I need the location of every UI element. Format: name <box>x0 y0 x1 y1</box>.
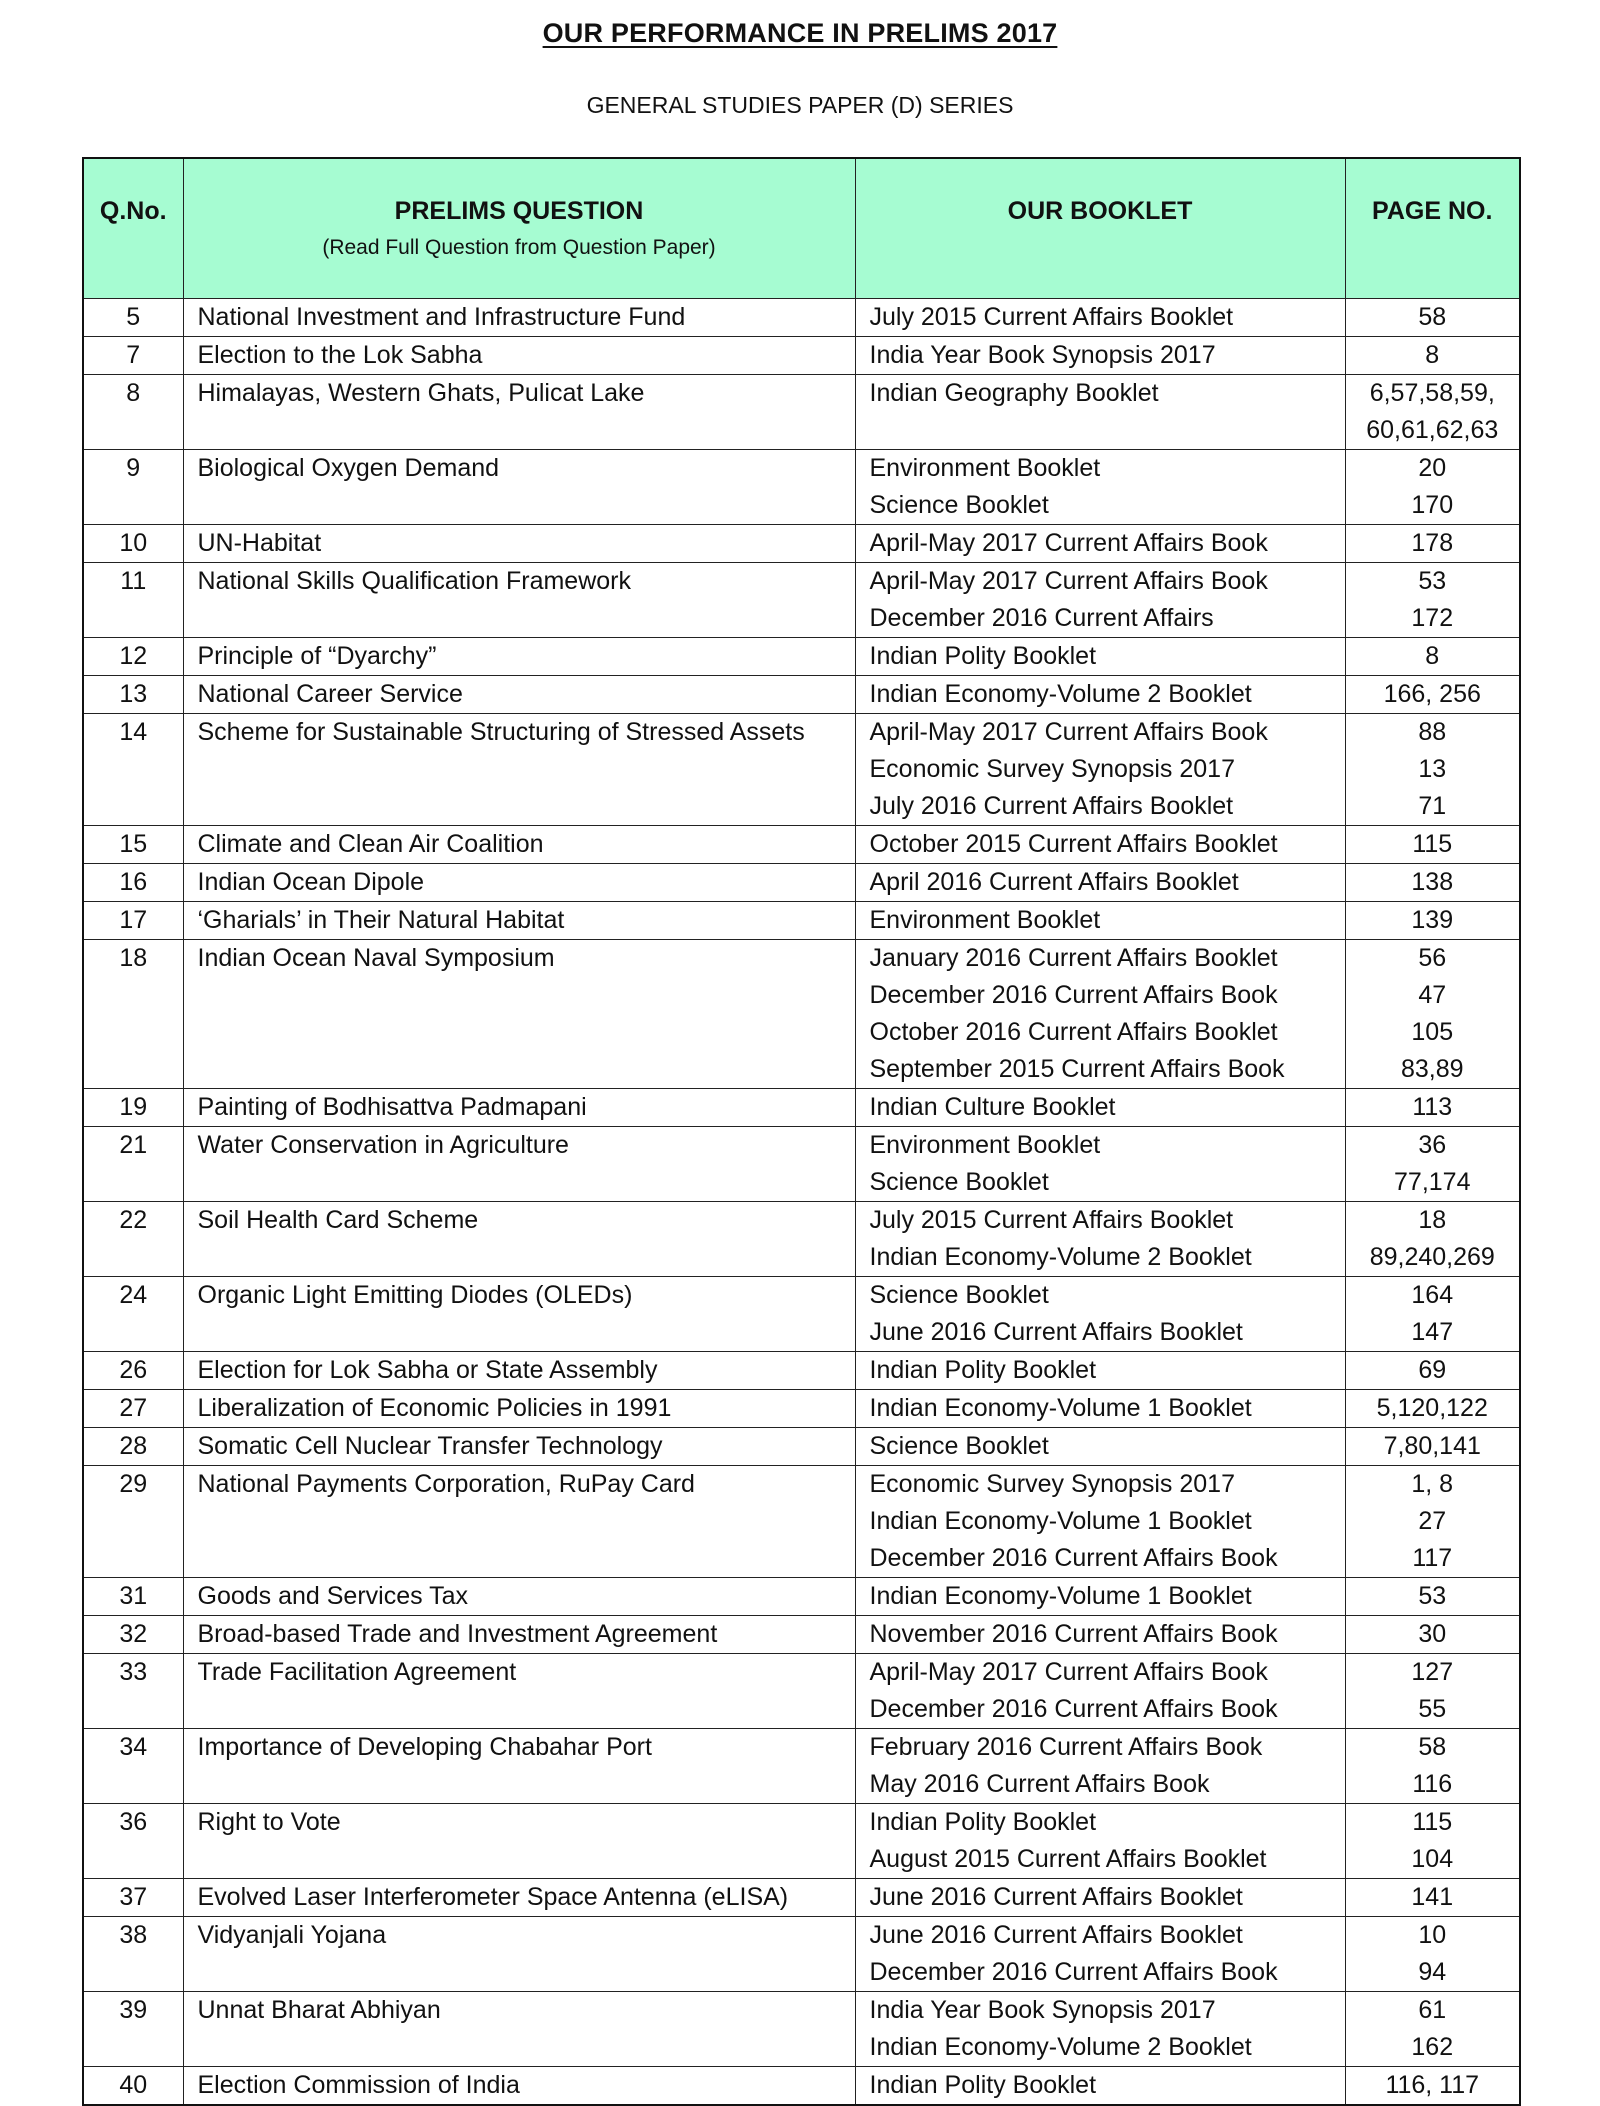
question-text: Importance of Developing Chabahar Port <box>183 1729 855 1804</box>
booklet-name: July 2015 Current Affairs Booklet <box>869 303 1234 331</box>
page-number: 113 <box>1412 1093 1453 1121</box>
page-cell <box>1345 638 1520 676</box>
page-cell <box>1345 1202 1520 1277</box>
page-number: 6,57,58,59, <box>1369 379 1495 407</box>
page-number: 164 <box>1411 1281 1454 1309</box>
page-number: 58 <box>1418 1733 1447 1761</box>
table-row <box>83 676 1520 714</box>
question-number: 7 <box>83 337 183 375</box>
booklet-name <box>870 412 1345 449</box>
question-number: 19 <box>83 1089 183 1127</box>
booklet-name: Science Booklet <box>869 491 1049 519</box>
page-number: 115 <box>1412 1808 1453 1836</box>
question-number: 5 <box>83 299 183 337</box>
question-number: 9 <box>83 450 183 525</box>
question-number: 15 <box>83 826 183 864</box>
booklet-name: August 2015 Current Affairs Booklet <box>869 1845 1267 1873</box>
page-number: 27 <box>1418 1507 1447 1535</box>
question-number: 29 <box>83 1466 183 1578</box>
question-text: Painting of Bodhisattva Padmapani <box>183 1089 855 1127</box>
page-cell <box>1345 525 1520 563</box>
question-text: Somatic Cell Nuclear Transfer Technology <box>183 1428 855 1466</box>
table-row <box>83 1879 1520 1917</box>
table-row <box>83 1352 1520 1390</box>
page-number: 117 <box>1412 1544 1453 1572</box>
table-row <box>83 1578 1520 1616</box>
booklet-name: Indian Economy-Volume 1 Booklet <box>869 1394 1252 1422</box>
page-cell <box>1345 1616 1520 1654</box>
booklet-cell <box>855 525 1345 563</box>
booklet-cell <box>855 1390 1345 1428</box>
page-number: 105 <box>1411 1018 1454 1046</box>
booklet-cell <box>855 676 1345 714</box>
booklet-cell <box>855 1202 1345 1277</box>
table-row <box>83 1654 1520 1729</box>
page-number: 116, 117 <box>1385 2071 1480 2099</box>
table-row <box>83 450 1520 525</box>
page-cell <box>1345 1352 1520 1390</box>
table-row <box>83 1390 1520 1428</box>
question-text: Indian Ocean Naval Symposium <box>183 940 855 1089</box>
page-number: 178 <box>1411 529 1454 557</box>
page-cell <box>1345 1654 1520 1729</box>
question-text: Water Conservation in Agriculture <box>183 1127 855 1202</box>
page-number: 36 <box>1418 1131 1447 1159</box>
question-number: 10 <box>83 525 183 563</box>
page-number: 20 <box>1418 454 1447 482</box>
table-row <box>83 1202 1520 1277</box>
question-number: 12 <box>83 638 183 676</box>
page-number: 30 <box>1418 1620 1447 1648</box>
booklet-cell <box>855 299 1345 337</box>
page-cell <box>1345 1089 1520 1127</box>
header-question-note: (Read Full Question from Question Paper) <box>322 236 716 259</box>
booklet-name: September 2015 Current Affairs Book <box>869 1055 1285 1083</box>
page-number: 147 <box>1411 1318 1454 1346</box>
page-cell <box>1345 864 1520 902</box>
table-row <box>83 375 1520 450</box>
table-row <box>83 902 1520 940</box>
question-text: UN-Habitat <box>183 525 855 563</box>
question-number: 17 <box>83 902 183 940</box>
question-text: Principle of “Dyarchy” <box>183 638 855 676</box>
question-text: Biological Oxygen Demand <box>183 450 855 525</box>
page-cell <box>1345 375 1520 450</box>
question-text: Organic Light Emitting Diodes (OLEDs) <box>183 1277 855 1352</box>
page-number: 56 <box>1418 944 1447 972</box>
question-text: Climate and Clean Air Coalition <box>183 826 855 864</box>
booklet-cell <box>855 902 1345 940</box>
table-row <box>83 563 1520 638</box>
question-text: National Career Service <box>183 676 855 714</box>
question-text: National Investment and Infrastructure Fund <box>183 299 855 337</box>
booklet-cell <box>855 1616 1345 1654</box>
booklet-cell <box>855 1729 1345 1804</box>
question-number: 38 <box>83 1917 183 1992</box>
page-cell <box>1345 1127 1520 1202</box>
table-row <box>83 638 1520 676</box>
booklet-name: Indian Culture Booklet <box>869 1093 1116 1121</box>
question-text: Trade Facilitation Agreement <box>183 1654 855 1729</box>
page-cell <box>1345 563 1520 638</box>
page-number: 8 <box>1425 341 1440 369</box>
page-cell <box>1345 1917 1520 1992</box>
booklet-name: April-May 2017 Current Affairs Book <box>869 567 1268 595</box>
booklet-cell <box>855 826 1345 864</box>
table-row <box>83 864 1520 902</box>
booklet-cell <box>855 1089 1345 1127</box>
booklet-name: Indian Polity Booklet <box>869 1808 1097 1836</box>
table-row <box>83 1992 1520 2067</box>
booklet-name: Indian Economy-Volume 1 Booklet <box>869 1507 1252 1535</box>
page-number: 53 <box>1418 1582 1447 1610</box>
page-number: 115 <box>1412 830 1453 858</box>
table-row <box>83 1466 1520 1578</box>
booklet-cell <box>855 1466 1345 1578</box>
booklet-name: Indian Polity Booklet <box>869 2071 1097 2099</box>
booklet-name: December 2016 Current Affairs Book <box>869 981 1278 1009</box>
page-number: 5,120,122 <box>1376 1394 1488 1422</box>
question-number: 22 <box>83 1202 183 1277</box>
page-cell <box>1345 1390 1520 1428</box>
booklet-name: January 2016 Current Affairs Booklet <box>869 944 1278 972</box>
booklet-cell <box>855 1127 1345 1202</box>
page-cell <box>1345 1879 1520 1917</box>
table-row <box>83 940 1520 1089</box>
booklet-name: April-May 2017 Current Affairs Book <box>869 529 1268 557</box>
booklet-name: Environment Booklet <box>869 1131 1101 1159</box>
question-text: Unnat Bharat Abhiyan <box>183 1992 855 2067</box>
page-cell <box>1345 1729 1520 1804</box>
question-text: Himalayas, Western Ghats, Pulicat Lake <box>183 375 855 450</box>
table-body <box>83 299 1520 2106</box>
header-qno: Q.No. <box>83 158 183 299</box>
table-row <box>83 1428 1520 1466</box>
question-number: 14 <box>83 714 183 826</box>
question-number: 18 <box>83 940 183 1089</box>
page-cell <box>1345 676 1520 714</box>
booklet-cell <box>855 864 1345 902</box>
page-number: 55 <box>1418 1695 1447 1723</box>
header-question: PRELIMS QUESTION (Read Full Question from Question Paper) <box>183 158 855 299</box>
page-number: 69 <box>1418 1356 1447 1384</box>
page-cell <box>1345 1578 1520 1616</box>
page-cell <box>1345 299 1520 337</box>
booklet-name: Indian Economy-Volume 2 Booklet <box>869 1243 1252 1271</box>
question-text: Right to Vote <box>183 1804 855 1879</box>
booklet-name: Indian Economy-Volume 2 Booklet <box>869 680 1252 708</box>
booklet-name: India Year Book Synopsis 2017 <box>869 1996 1216 2024</box>
page-cell <box>1345 450 1520 525</box>
table-row <box>83 525 1520 563</box>
page-number: 139 <box>1411 906 1454 934</box>
page-number: 8 <box>1425 642 1440 670</box>
question-number: 16 <box>83 864 183 902</box>
page-cell <box>1345 902 1520 940</box>
booklet-name: February 2016 Current Affairs Book <box>869 1733 1263 1761</box>
header-booklet: OUR BOOKLET <box>855 158 1345 299</box>
page-cell <box>1345 1466 1520 1578</box>
page-cell <box>1345 1428 1520 1466</box>
booklet-cell <box>855 1992 1345 2067</box>
booklet-name: April-May 2017 Current Affairs Book <box>869 1658 1268 1686</box>
page-number: 58 <box>1418 303 1447 331</box>
question-number: 24 <box>83 1277 183 1352</box>
page-number: 141 <box>1411 1883 1454 1911</box>
table-header-row <box>83 158 1520 299</box>
table-row <box>83 1917 1520 1992</box>
page-cell <box>1345 826 1520 864</box>
booklet-cell <box>855 2067 1345 2106</box>
page-number: 77,174 <box>1394 1168 1471 1196</box>
booklet-name: May 2016 Current Affairs Book <box>869 1770 1210 1798</box>
table-row <box>83 299 1520 337</box>
page-number: 13 <box>1418 755 1447 783</box>
page-number: 7,80,141 <box>1383 1432 1481 1460</box>
page-cell <box>1345 1277 1520 1352</box>
table-row <box>83 1804 1520 1879</box>
header-page: PAGE NO. <box>1345 158 1520 299</box>
page-number: 10 <box>1418 1921 1447 1949</box>
question-number: 39 <box>83 1992 183 2067</box>
question-text: National Skills Qualification Framework <box>183 563 855 638</box>
page-number: 166, 256 <box>1383 680 1481 708</box>
page-number: 61 <box>1418 1996 1447 2024</box>
booklet-cell <box>855 714 1345 826</box>
booklet-name: December 2016 Current Affairs Book <box>869 1958 1278 1986</box>
page-number: 170 <box>1411 491 1454 519</box>
booklet-cell <box>855 1804 1345 1879</box>
question-number: 27 <box>83 1390 183 1428</box>
page-number: 1, 8 <box>1411 1470 1454 1498</box>
booklet-name: November 2016 Current Affairs Book <box>869 1620 1278 1648</box>
table-row <box>83 826 1520 864</box>
booklet-cell <box>855 450 1345 525</box>
question-number: 21 <box>83 1127 183 1202</box>
booklet-name: October 2015 Current Affairs Booklet <box>869 830 1278 858</box>
table-row <box>83 337 1520 375</box>
booklet-name: April 2016 Current Affairs Booklet <box>869 868 1239 896</box>
page-number: 162 <box>1411 2033 1454 2061</box>
page-subtitle: GENERAL STUDIES PAPER (D) SERIES <box>586 92 1014 118</box>
question-number: 31 <box>83 1578 183 1616</box>
booklet-cell <box>855 940 1345 1089</box>
table-row <box>83 2067 1520 2106</box>
booklet-name: Indian Geography Booklet <box>869 379 1159 407</box>
page-number: 127 <box>1411 1658 1454 1686</box>
question-number: 37 <box>83 1879 183 1917</box>
question-number: 28 <box>83 1428 183 1466</box>
booklet-name: July 2015 Current Affairs Booklet <box>869 1206 1234 1234</box>
performance-table <box>82 157 1521 2106</box>
question-text: Evolved Laser Interferometer Space Antenna (eLISA) <box>183 1879 855 1917</box>
page-number: 172 <box>1411 604 1454 632</box>
booklet-cell <box>855 337 1345 375</box>
question-text: Liberalization of Economic Policies in 1991 <box>183 1390 855 1428</box>
booklet-name: July 2016 Current Affairs Booklet <box>869 792 1234 820</box>
booklet-cell <box>855 1879 1345 1917</box>
booklet-name: Science Booklet <box>869 1168 1049 1196</box>
page-number: 116 <box>1412 1770 1453 1798</box>
booklet-name: Indian Polity Booklet <box>869 642 1097 670</box>
booklet-name: Science Booklet <box>869 1432 1049 1460</box>
page-number: 138 <box>1411 868 1454 896</box>
booklet-cell <box>855 1352 1345 1390</box>
page-number: 18 <box>1418 1206 1447 1234</box>
booklet-name: Environment Booklet <box>869 906 1101 934</box>
booklet-name: Environment Booklet <box>869 454 1101 482</box>
question-text: Goods and Services Tax <box>183 1578 855 1616</box>
question-number: 33 <box>83 1654 183 1729</box>
question-number: 32 <box>83 1616 183 1654</box>
booklet-cell <box>855 1277 1345 1352</box>
booklet-name: June 2016 Current Affairs Booklet <box>869 1318 1243 1346</box>
page-number: 83,89 <box>1400 1055 1464 1083</box>
page-cell <box>1345 1804 1520 1879</box>
page-cell <box>1345 1992 1520 2067</box>
table-row <box>83 1127 1520 1202</box>
table-row <box>83 1729 1520 1804</box>
question-number: 34 <box>83 1729 183 1804</box>
booklet-name: India Year Book Synopsis 2017 <box>869 341 1216 369</box>
page-number: 71 <box>1418 792 1447 820</box>
question-text: Soil Health Card Scheme <box>183 1202 855 1277</box>
booklet-cell <box>855 1917 1345 1992</box>
page-title: OUR PERFORMANCE IN PRELIMS 2017 <box>542 18 1058 48</box>
booklet-name: Indian Economy-Volume 2 Booklet <box>869 2033 1252 2061</box>
question-number: 36 <box>83 1804 183 1879</box>
question-number: 40 <box>83 2067 183 2106</box>
booklet-name: June 2016 Current Affairs Booklet <box>869 1883 1243 1911</box>
question-text: Election Commission of India <box>183 2067 855 2106</box>
question-text: Indian Ocean Dipole <box>183 864 855 902</box>
question-number: 26 <box>83 1352 183 1390</box>
table-row <box>83 1277 1520 1352</box>
question-number: 8 <box>83 375 183 450</box>
question-text: National Payments Corporation, RuPay Card <box>183 1466 855 1578</box>
page-number: 88 <box>1418 718 1447 746</box>
page-cell <box>1345 714 1520 826</box>
page-cell <box>1345 337 1520 375</box>
question-text: Scheme for Sustainable Structuring of Stressed Assets <box>183 714 855 826</box>
question-number: 13 <box>83 676 183 714</box>
question-text: Vidyanjali Yojana <box>183 1917 855 1992</box>
booklet-name: Science Booklet <box>869 1281 1049 1309</box>
question-text: Election for Lok Sabha or State Assembly <box>183 1352 855 1390</box>
booklet-name: Indian Economy-Volume 1 Booklet <box>869 1582 1252 1610</box>
booklet-cell <box>855 638 1345 676</box>
booklet-cell <box>855 375 1345 450</box>
page-number: 53 <box>1418 567 1447 595</box>
booklet-name: December 2016 Current Affairs Book <box>869 1695 1278 1723</box>
page-cell <box>1345 2067 1520 2106</box>
booklet-name: Indian Polity Booklet <box>869 1356 1097 1384</box>
page-number: 60,61,62,63 <box>1366 416 1499 444</box>
page-number: 94 <box>1418 1958 1447 1986</box>
booklet-name: Economic Survey Synopsis 2017 <box>869 755 1235 783</box>
page-number: 104 <box>1411 1845 1454 1873</box>
booklet-cell <box>855 1578 1345 1616</box>
booklet-name: October 2016 Current Affairs Booklet <box>869 1018 1278 1046</box>
table-row <box>83 714 1520 826</box>
question-number: 11 <box>83 563 183 638</box>
page-number: 89,240,269 <box>1369 1243 1495 1271</box>
question-text: ‘Gharials’ in Their Natural Habitat <box>183 902 855 940</box>
booklet-name: Economic Survey Synopsis 2017 <box>869 1470 1235 1498</box>
booklet-name: April-May 2017 Current Affairs Book <box>869 718 1268 746</box>
booklet-cell <box>855 1654 1345 1729</box>
question-text: Broad-based Trade and Investment Agreement <box>183 1616 855 1654</box>
table-row <box>83 1616 1520 1654</box>
question-text: Election to the Lok Sabha <box>183 337 855 375</box>
booklet-cell <box>855 1428 1345 1466</box>
page-cell <box>1345 940 1520 1089</box>
page-number: 47 <box>1418 981 1447 1009</box>
booklet-name: June 2016 Current Affairs Booklet <box>869 1921 1243 1949</box>
table-row <box>83 1089 1520 1127</box>
booklet-cell <box>855 563 1345 638</box>
booklet-name: December 2016 Current Affairs Book <box>869 1544 1278 1572</box>
booklet-name: December 2016 Current Affairs <box>869 604 1214 632</box>
